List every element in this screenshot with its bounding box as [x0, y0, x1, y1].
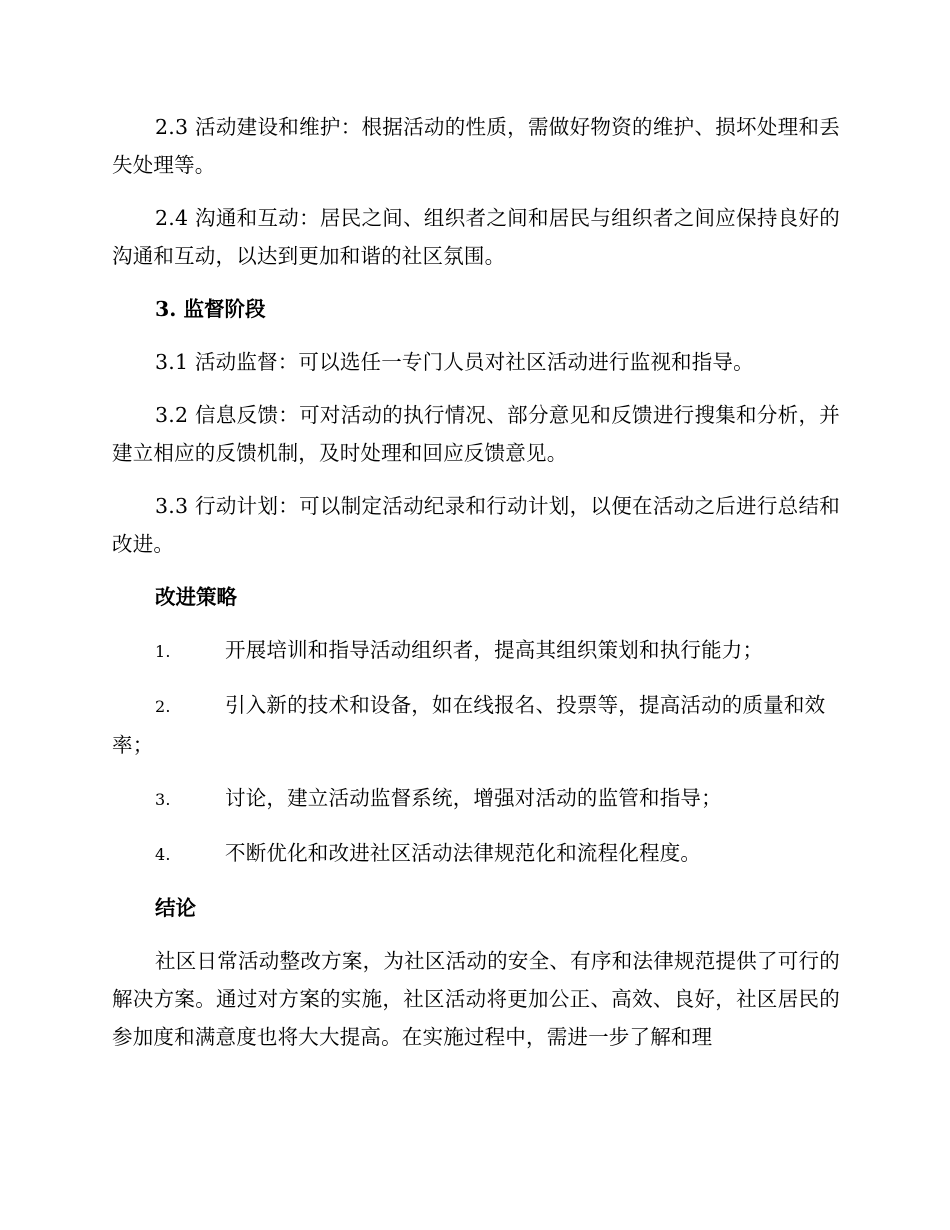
list-item: [112, 631, 840, 671]
list-text: 讨论，建立活动监督系统，增强对活动的监管和指导；: [225, 786, 722, 810]
list-number: 4.: [155, 845, 171, 864]
list-text: 不断优化和改进社区活动法律规范化和流程化程度。: [225, 841, 702, 865]
paragraph-3-1: 3.1 活动监督：可以选任一专门人员对社区活动进行监视和指导。: [155, 350, 754, 374]
list-number: 2.: [155, 697, 171, 716]
paragraph-2-4: 2.4 沟通和互动：居民之间、组织者之间和居民与组织者之间应保持良好的沟通和互动，以达到更加和谐的社区氛围。: [112, 206, 840, 268]
heading-conclusion: 结论: [155, 896, 196, 920]
paragraph-2-3: 2.3 活动建设和维护：根据活动的性质，需做好物资的维护、损坏处理和丢失处理等。: [112, 115, 840, 177]
document-body: [112, 108, 840, 1056]
paragraph-3-3: 3.3 行动计划：可以制定活动纪录和行动计划，以便在活动之后进行总结和改进。: [112, 494, 840, 556]
list-text: 引入新的技术和设备，如在线报名、投票等，提高活动的质量和效率；: [112, 693, 826, 757]
list-item: [112, 686, 840, 764]
list-number: 3.: [155, 790, 171, 809]
paragraph-conclusion: 社区日常活动整改方案，为社区活动的安全、有序和法律规范提供了可行的解决方案。通过对方案的实施，社区活动将更加公正、高效、良好，社区居民的参加度和满意度也将大大提高。在实施过程中，需进一步了解和理: [112, 949, 840, 1049]
heading-supervision: 3. 监督阶段: [155, 297, 266, 321]
list-item: [112, 779, 840, 819]
heading-improvement: 改进策略: [155, 585, 237, 609]
list-text: 开展培训和指导活动组织者，提高其组织策划和执行能力；: [225, 638, 764, 662]
list-item: [112, 834, 840, 874]
list-number: 1.: [155, 642, 171, 661]
paragraph-3-2: 3.2 信息反馈：可对活动的执行情况、部分意见和反馈进行搜集和分析，并建立相应的反馈机制，及时处理和回应反馈意见。: [112, 403, 840, 465]
